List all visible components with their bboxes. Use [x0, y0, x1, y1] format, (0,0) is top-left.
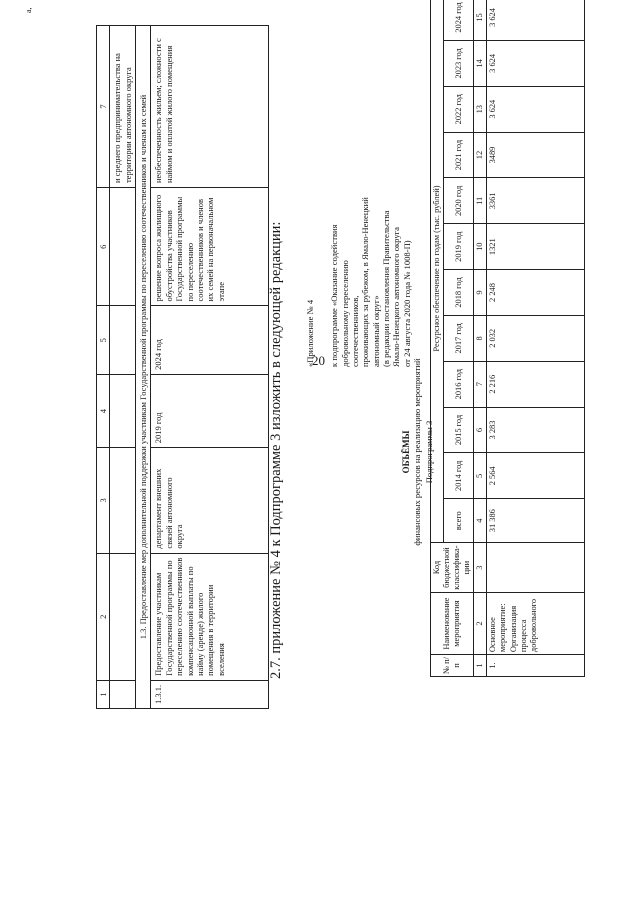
year-header: 2014 год	[444, 453, 474, 499]
row-name: Основное мероприятие: Организация процесса добровольного	[487, 593, 585, 655]
funding-table	[430, 0, 585, 677]
header-cell: 7	[97, 26, 110, 188]
year-header: 2022 год	[444, 86, 474, 132]
year-header: 2024 год	[444, 0, 474, 40]
table-header-row	[97, 26, 110, 709]
measures-table	[96, 25, 269, 709]
header-cell: 2	[97, 553, 110, 680]
row-value: 3361	[487, 178, 585, 224]
column-numbers-row	[474, 0, 487, 677]
annex-line: к подпрограмме «Оказание содействия	[329, 224, 340, 367]
column-number: 10	[474, 224, 487, 270]
volumes-subtitle: финансовых ресурсов на реализацию мероприятий Подпрограммы 3	[412, 358, 434, 546]
column-number: 15	[474, 0, 487, 40]
section-row	[136, 26, 151, 709]
row-problem: необеспеченность жильем; сложности с наймом и оплатой жилого помещения	[151, 26, 269, 188]
row-number: 1.3.1.	[151, 680, 269, 708]
column-number: 12	[474, 132, 487, 178]
col-no-header: № п/п	[431, 655, 474, 677]
column-number: 7	[474, 361, 487, 407]
row-value: 2 216	[487, 361, 585, 407]
col-total-header: всего	[444, 499, 474, 543]
row-end: 2024 год	[151, 306, 269, 374]
row-value: 3 624	[487, 86, 585, 132]
year-header: 2023 год	[444, 40, 474, 86]
column-number: 9	[474, 270, 487, 316]
section-title: 1.3. Предоставление мер дополнительной поддержки участникам Государственной программы по переселению соотечественников и членам их семей	[136, 26, 151, 709]
side-mark: а,	[24, 7, 33, 13]
row-name: Предоставление участникам Государственной программы по переселению соотечественников компенсационной выплаты по найму (аренде) жилого помещения в территории вселения	[151, 553, 269, 680]
page-number: 20	[312, 353, 325, 368]
row-value: 3 624	[487, 0, 585, 40]
table-row	[487, 0, 585, 677]
funding-header-row	[431, 0, 444, 677]
annex-line: Ямало-Ненецкого автономного округа	[391, 227, 402, 367]
column-number: 13	[474, 86, 487, 132]
row-start: 2019 год	[151, 374, 269, 447]
year-header: 2017 год	[444, 315, 474, 361]
column-number: 1	[474, 655, 487, 677]
column-number: 8	[474, 315, 487, 361]
row-result: решение вопроса жилищного обустройства участников Государственной программы по переселению соотечественников и членов их семей на первоначальном этапе	[151, 188, 269, 306]
annex-line: от 24 августа 2020 года № 1008-П)	[401, 240, 412, 367]
table-row	[110, 26, 136, 709]
annex-line: (в редакции постановления Правительства	[380, 210, 391, 367]
year-header: 2016 год	[444, 361, 474, 407]
col-code-header: Код бюджетной классифика-ции	[431, 543, 474, 593]
col-funding-header: Ресурсное обеспечение по годам (тыс. рублей)	[431, 0, 444, 543]
volumes-title: ОБЪЁМЫ	[401, 430, 411, 474]
row-value: 3 283	[487, 407, 585, 453]
header-cell: 4	[97, 374, 110, 447]
section-heading: 2.7. приложение № 4 к Подпрограмме 3 изложить в следующей редакции:	[268, 221, 284, 679]
column-number: 14	[474, 40, 487, 86]
row-code	[487, 543, 585, 593]
row-value: 1321	[487, 224, 585, 270]
cell-col7: и среднего предпринимательства на территории автономного округа	[110, 26, 136, 188]
col-name-header: Наименование мероприятия	[431, 593, 474, 655]
row-value: 3489	[487, 132, 585, 178]
header-cell: 5	[97, 306, 110, 374]
header-cell: 1	[97, 680, 110, 708]
column-number: 4	[474, 499, 487, 543]
row-total: 31 386	[487, 499, 585, 543]
annex-line: добровольному переселению соотечественников,	[339, 260, 360, 367]
row-value: 2 032	[487, 315, 585, 361]
year-header: 2020 год	[444, 178, 474, 224]
year-header: 2019 год	[444, 224, 474, 270]
table-row	[151, 26, 269, 709]
column-number: 6	[474, 407, 487, 453]
year-header: 2018 год	[444, 270, 474, 316]
year-header: 2015 год	[444, 407, 474, 453]
annex-block	[305, 197, 412, 367]
annex-line: проживающих за рубежом, в Ямало-Ненецкий автономный округ»	[360, 197, 381, 367]
row-value: 3 624	[487, 40, 585, 86]
row-number: 1.	[487, 655, 585, 677]
column-number: 2	[474, 593, 487, 655]
row-value: 2 564	[487, 453, 585, 499]
column-number: 3	[474, 543, 487, 593]
header-cell: 3	[97, 448, 110, 553]
header-cell: 6	[97, 188, 110, 306]
row-executor: департамент внешних связей автономного округа	[151, 448, 269, 553]
column-number: 11	[474, 178, 487, 224]
column-number: 5	[474, 453, 487, 499]
year-header: 2021 год	[444, 132, 474, 178]
row-value: 2 248	[487, 270, 585, 316]
annex-title: «Приложение № 4	[305, 299, 315, 367]
